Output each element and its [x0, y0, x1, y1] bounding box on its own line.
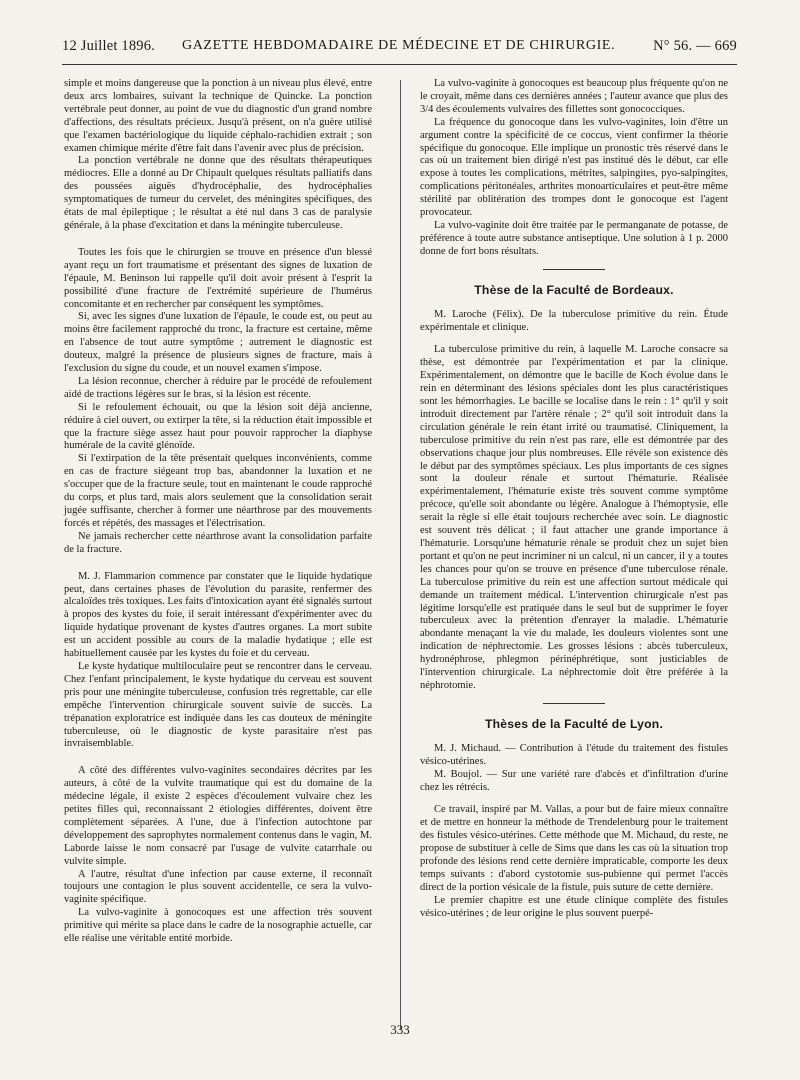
column-divider: [400, 80, 401, 1030]
paragraph: La tuberculose primitive du rein, à laquelle M. Laroche consacre sa thèse, est démontrée par l'expérimentation et par la clinique. Expérimentalement, on démontre que le bacille de Koch évolue dans le rein en déterminant des lésions spéciales dont les plus caractéristiques sont les hémorrhagies. Le bacille se localise dans le rein : 1° qu'il y soit introduit directement par l'artère rénale ; 2° qu'il soit introduit dans la circulation générale le rein étant irrité ou traumatisé. Cliniquement, la tuberculose primitive du rein n'est pas rare, elle est démontrée par des observations chaque jour plus nombreuses. Elle révèle son existence dès le début par des symptômes spéciaux. Les plus importants de ces signes sont la douleur rénale et surtout l'hématurie. Réalisée expérimentalement, l'hématurie existe très souvent comme symptôme précoce, qu'elle soit abondante ou légère. Analogue à l'hémoptysie, elle serait la règle si elle était toujours recherchée avec soin. Le diagnostic est souvent très délicat ; il faut attacher une grande importance à l'hématurie. Lorsqu'une hématurie rénale se produit chez un sujet bien portant et qu'on ne peut incriminer ni un calcul, ni un cancer, il y a toutes les chances pour qu'on se trouve en présence d'une tuberculose rénale. La tuberculose primitive du rein est une affection surtout médicale qui demande un traitement médical. L'intervention chirurgicale n'est pas légitime lorsqu'elle est pratiquée dans le seul but de supprimer le foyer tuberculeux avec la prétention d'enrayer la maladie. L'hématurie abondante menaçant la vie du malade, les douleurs violentes sont une indication de néphrectomie. Les grosses lésions : abcès tuberculeux, hydronéphrose, phlegmon périnéphrétique, sont justiciables de l'intervention chirurgicale. La néphrectomie doit être préférée à la néphrotomie.: [420, 344, 728, 691]
left-column: [64, 78, 372, 946]
paragraph: La vulvo-vaginite à gonocoques est beaucoup plus fréquente qu'on ne le croyait, même dans ces dernières années ; l'auteur avance que plus des 3/4 des écoulements vulvaires des fillettes sont gonococciques.: [420, 78, 728, 115]
paragraph: Si le refoulement échouait, ou que la lésion soit déjà ancienne, réduire à ciel ouvert, ou extirper la tête, si la réduction était impossible et que la fracture siège assez haut pour pouvoir rapprocher la diaphyse humérale de la cavité glénoïde.: [64, 401, 372, 452]
running-header: [62, 38, 737, 62]
paragraph: simple et moins dangereuse que la ponction à un niveau plus élevé, entre deux arcs lombaires, suivant la technique de Quincke. La ponction vertébrale peut donner, au point de vue du diagnostic d'un grand nombre d'affections, des résultats précieux. Jusqu'à présent, on n'a guère utilisé que l'examen bactériologique du liquide céphalo-rachidien extrait ; son examen chimique mérite d'être fait dans l'avenir avec plus de précision.: [64, 78, 372, 154]
section-separator: [543, 269, 605, 270]
paragraph: Le kyste hydatique multiloculaire peut se rencontrer dans le cerveau. Chez l'enfant principalement, le kyste hydatique du cerveau est souvent pris pour une méningite tuberculeuse, confusion très regrettable, car elle empêche l'intervention chirurgicale souvent suivie de succès. La trépanation exploratrice est indiquée dans les cas douteux de méningite tuberculeuse, où le diagnostic de kyste parasitaire n'est pas invraisemblable.: [64, 660, 372, 750]
thesis-reference: M. Boujol. — Sur une variété rare d'abcès et d'infiltration d'urine chez les rétrécis.: [420, 768, 728, 793]
header-journal-title: GAZETTE HEBDOMADAIRE DE MÉDECINE ET DE CHIRURGIE.: [182, 38, 616, 53]
paragraph: La ponction vertébrale ne donne que des résultats thérapeutiques médiocres. Elle a donné au Dr Chipault quelques résultats palliatifs dans des poussées aiguës d'hydrocéphalie, des hydrocéphalies symptomatiques de tumeur du cervelet, des méningites spécifiques, des états de mal épileptique ; le résultat a été nul dans 3 cas de paralysie générale, à la phase d'excitation et dans la méningite tuberculeuse.: [64, 155, 372, 231]
paragraph: La vulvo-vaginite doit être traitée par le permanganate de potasse, de préférence à toute autre substance antiseptique. Une solution à 1 p. 2000 donne de fort bons résultats.: [420, 219, 728, 257]
right-column: [420, 78, 728, 921]
paragraph: A l'autre, résultat d'une infection par cause externe, il reconnaît toujours une contagion le plus souvent accidentelle, ce sera la vulvo-vaginite spécifique.: [64, 868, 372, 906]
section-title-bordeaux: Thèse de la Faculté de Bordeaux.: [474, 282, 674, 297]
paragraph: La vulvo-vaginite à gonocoques est une affection très souvent primitive qui mérite sa place dans le cadre de la nosographie actuelle, car elle réalise une véritable entité morbide.: [64, 907, 372, 945]
paragraph: M. J. Flammarion commence par constater que le liquide hydatique peut, dans certaines phases de l'évolution du parasite, renfermer des alcaloïdes très toxiques. Les faits d'intoxication ayant été signalés surtout à propos des kystes du foie, il serait intéressant d'expérimenter avec du liquide hydatique provenant de kystes d'autres organes. La mort subite est un accident possible au cours de la maladie hydatique ; elle est habituellement causée par les kystes du foie et du cerveau.: [64, 570, 372, 660]
section-separator: [543, 703, 605, 704]
section-title-lyon: Thèses de la Faculté de Lyon.: [484, 716, 664, 731]
paragraph: La lésion reconnue, chercher à réduire par le procédé de refoulement aidé de tractions légères sur le bras, si la lésion est récente.: [64, 375, 372, 400]
paragraph: A côté des différentes vulvo-vaginites secondaires décrites par les auteurs, à côté de la vulvite traumatique qui est du domaine de la médecine légale, il existe 2 espèces d'écoulement vulvaire chez les petites filles qui, reconnaissant 2 étiologies différentes, doivent être complètement séparées. A l'une, due à l'infection autochtone par développement des saprophytes normalement contenus dans le vagin, M. Laborde laisse le nom consacré par l'usage de vulvite catarrhale ou vulvite simple.: [64, 765, 372, 867]
paragraph: Le premier chapitre est une étude clinique complète des fistules vésico-utérines ; de leur origine le plus souvent puerpé-: [420, 894, 728, 919]
header-date: 12 Juillet 1896.: [62, 38, 156, 54]
paragraph: Ce travail, inspiré par M. Vallas, a pour but de faire mieux connaître et de mettre en honneur la méthode de Trendelenburg pour le traitement des fistules vésico-utérines. Cette méthode que M. Michaud, du reste, ne propose de substituer à celle de Sims que dans les cas où la situation trop profonde des lésions rend cette dernière impraticable, comporte les deux temps suivants : d'abord cystotomie sus-pubienne qui permet l'accès direct de la portion vésicale de la fistule, puis suture de cette dernière.: [420, 804, 728, 893]
header-issue-page: N° 56. — 669: [653, 38, 737, 54]
header-rule: [62, 64, 737, 65]
thesis-reference: M. Laroche (Félix). De la tuberculose primitive du rein. Étude expérimentale et clinique.: [420, 308, 728, 333]
thesis-reference: M. J. Michaud. — Contribution à l'étude du traitement des fistules vésico-utérines.: [420, 742, 728, 767]
page-number: 333: [390, 1022, 410, 1037]
paragraph: Ne jamais rechercher cette néarthrose avant la consolidation parfaite de la fracture.: [64, 530, 372, 555]
paragraph: Si l'extirpation de la tête présentait quelques inconvénients, comme en cas de fracture siégeant trop bas, abandonner la luxation et ne s'occuper que de la fracture seule, tout en maintenant le coude rapproché du corps, et plus tard, mais alors seulement que la consolidation serait jugée suffisante, chercher à former une néarthrose par des mouvements forcés et répétés, des massages et l'électrisation.: [64, 453, 372, 529]
paragraph: Toutes les fois que le chirurgien se trouve en présence d'un blessé ayant reçu un fort traumatisme et présentant des signes de luxation de l'épaule, M. Beninson lui rappelle qu'il doit avoir présent à l'esprit la possibilité d'une fracture de l'extrémité supérieure de l'humérus concomitante et en rechercher par conséquent les symptômes.: [64, 246, 372, 310]
paragraph: La fréquence du gonocoque dans les vulvo-vaginites, loin d'être un argument contre la spécificité de ce coccus, vient confirmer la théorie spécifique du gonocoque. Elle implique un pronostic très réservé dans le cas où un traitement bien dirigé n'est pas institué dès le début, car elle expose à toutes les complications, métrites, salpingites, pyo-salpingites, complications péritonéales, arthrites monoarticulaires et peut-être même stérilité par oblitération des trompes dont le gonocoque est l'agent provocateur.: [420, 116, 728, 219]
paragraph: Si, avec les signes d'une luxation de l'épaule, le coude est, ou peut au moins être facilement rapproché du tronc, la fracture est certaine, même en l'absence de tout autre symptôme ; autrement le diagnostic est douteux, malgré la présence de plusieurs signes de fracture, mais à l'exclusion du signe du coude, et un nouvel examen s'impose.: [64, 311, 372, 375]
